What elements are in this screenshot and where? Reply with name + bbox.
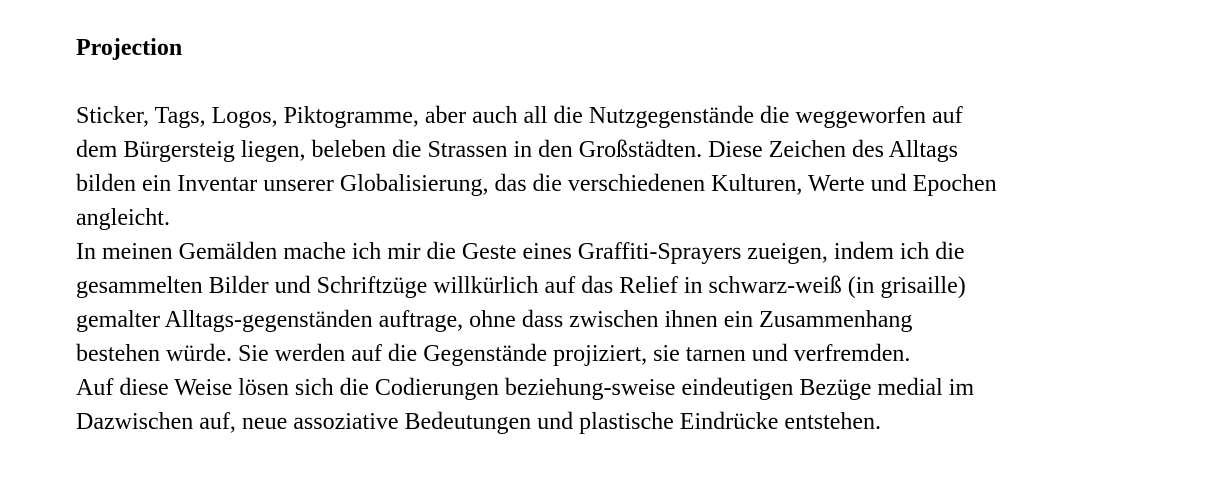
text-line: In meinen Gemälden mache ich mir die Geste eines Graffiti-Sprayers zueigen, indem ich die [76,239,965,265]
text-line: bestehen würde. Sie werden auf die Gegenstände projiziert, sie tarnen und verfremden. [76,341,911,367]
text-line: angleicht. [76,205,170,231]
text-line: gemalter Alltags-gegenständen auftrage, ohne dass zwischen ihnen ein Zusammenhang [76,307,913,333]
text-line: dem Bürgersteig liegen, beleben die Strassen in den Großstädten. Diese Zeichen des Alltags [76,137,958,163]
text-line: gesammelten Bilder und Schriftzüge willkürlich auf das Relief in schwarz-weiß (in grisaille) [76,273,966,299]
document-title: Projection [76,35,183,61]
text-line: Auf diese Weise lösen sich die Codierungen beziehung-sweise eindeutigen Bezüge medial im [76,375,975,401]
document-page [76,31,1196,439]
text-line: bilden ein Inventar unserer Globalisierung, das die verschiedenen Kulturen, Werte und Epochen [76,171,997,197]
document-body [76,99,1196,439]
text-line: Dazwischen auf, neue assoziative Bedeutungen und plastische Eindrücke entstehen. [76,409,882,435]
text-line: Sticker, Tags, Logos, Piktogramme, aber auch all die Nutzgegenstände die weggeworfen auf [76,103,963,129]
